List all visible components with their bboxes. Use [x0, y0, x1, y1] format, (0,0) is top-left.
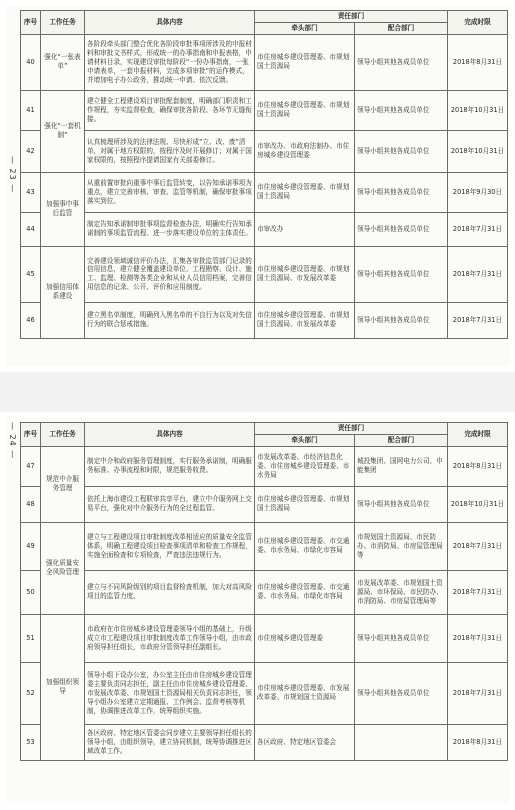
row-seq: 53: [21, 724, 41, 760]
table-row: [21, 34, 508, 90]
row-lead: 市住房城乡建设管理委: [255, 614, 355, 662]
table-row: [21, 570, 508, 614]
row-deadline: 2018年7月31日: [448, 522, 508, 570]
row-deadline: 2018年7月31日: [448, 212, 508, 246]
row-lead: 市住房城乡建设管理委、市规划国土资源局: [255, 34, 355, 90]
row-seq: 50: [21, 570, 41, 614]
row-seq: 51: [21, 614, 41, 662]
table-row: [21, 446, 508, 486]
table-row: [21, 724, 508, 760]
row-coop: 城投集团、国网电力公司、申能集团: [355, 446, 448, 486]
row-lead: 市审改办、市政府法制办、市住房城乡建设管理委: [255, 130, 355, 172]
row-coop: 领导小组其他各成员单位: [355, 172, 448, 212]
row-content: 从重前置审批向重事中事后监管转变，以告知承诺事项为重点，建立完善审核、审查、监管等机制，确保审批事项落实到位。: [85, 172, 255, 212]
table-row: [21, 212, 508, 246]
header-coop: 配合部门: [355, 434, 448, 446]
row-content: 建立健全工程建设项目审批配套制度，明确部门职责和工作规程，夯实监督检查，确保审批各阶段、各环节无缝衔接。: [85, 90, 255, 130]
row-content: 建立与不同风险级别的项目监督检查机制，加大对高风险项目的监管力度。: [85, 570, 255, 614]
row-coop: 领导小组其他各成员单位: [355, 662, 448, 724]
header-seq: 序号: [21, 11, 41, 35]
row-content: 建立黑名单制度，明确列入黑名单的不良行为以及对失信行为的联合惩戒措施。: [85, 302, 255, 338]
row-seq: 52: [21, 662, 41, 724]
row-task: 强化质量安全风险管理: [41, 522, 85, 614]
row-coop: 领导小组其他各成员单位: [355, 90, 448, 130]
row-seq: 47: [21, 446, 41, 486]
row-lead: 市住房城乡建设管理委、市规划国土资源局、市发展改革委: [255, 302, 355, 338]
header-coop: 配合部门: [355, 22, 448, 34]
row-content: 依托上海市建设工程联审共享平台，建立中介服务网上交易平台，强化对中介服务行为的全过程监管。: [85, 486, 255, 522]
header-content: 具体内容: [85, 11, 255, 35]
page-number: — 23 —: [8, 156, 17, 194]
row-task: 强化“一张表单”: [41, 34, 85, 90]
document-page-2: [6, 418, 509, 804]
row-task: 加强组织领导: [41, 614, 85, 760]
row-coop: 领导小组其他各成员单位: [355, 212, 448, 246]
document-page-1: [6, 6, 509, 366]
row-coop: 领导小组其他各成员单位: [355, 34, 448, 90]
row-deadline: 2018年9月30日: [448, 172, 508, 212]
row-seq: 48: [21, 486, 41, 522]
header-content: 具体内容: [85, 423, 255, 447]
row-content: 建立与工程建设项目审批制度改革相适应的质量安全监管体系，明确工程建设项目检查事项清单和检查工作规程，实施全面检查和专项检查，严查违法违规行为。: [85, 522, 255, 570]
row-coop: 领导小组其他各成员单位: [355, 614, 448, 662]
header-dept: 责任部门: [255, 423, 448, 435]
row-lead: 市住房城乡建设管理委、市交通委、市水务局、市绿化市容局: [255, 522, 355, 570]
page-number: — 24 —: [8, 422, 17, 460]
row-seq: 44: [21, 212, 41, 246]
row-task: 规范中介服务管理: [41, 446, 85, 522]
table-row: [21, 662, 508, 724]
row-deadline: 2018年10月31日: [448, 90, 508, 130]
row-deadline: 2018年8月31日: [448, 34, 508, 90]
row-lead: 市住房城乡建设管理委、市规划国土资源局: [255, 90, 355, 130]
table-row: [21, 130, 508, 172]
row-deadline: 2018年7月31日: [448, 570, 508, 614]
row-coop: 领导小组其他各成员单位: [355, 486, 448, 522]
row-task: 强化“一套机制”: [41, 90, 85, 172]
header-seq: 序号: [21, 423, 41, 447]
row-seq: 49: [21, 522, 41, 570]
row-seq: 45: [21, 246, 41, 302]
header-deadline: 完成时限: [448, 11, 508, 35]
row-deadline: 2018年7月31日: [448, 302, 508, 338]
header-task: 工作任务: [41, 11, 85, 35]
row-deadline: 2018年10月31日: [448, 130, 508, 172]
table-row: [21, 90, 508, 130]
row-deadline: 2018年7月31日: [448, 614, 508, 662]
row-content: 市政府在市住房城乡建设管理委领导小组的基础上，升级成立市工程建设项目审批制度改革工作领导小组，由市政府领导担任组长，市政府分管领导担任副组长。: [85, 614, 255, 662]
row-seq: 43: [21, 172, 41, 212]
table-row: [21, 614, 508, 662]
row-content: 领导小组下设办公室，办公室主任由市住房城乡建设管理委主要负责同志担任，副主任由市住房城乡建设管理委、市发展改革委、市规划国土资源局相关负责同志担任，领导小组办公室建立定期通报、工作例会、监督考核等机制，协调推进改革工作，统筹组织实施。: [85, 662, 255, 724]
row-deadline: 2018年7月31日: [448, 246, 508, 302]
row-lead: 市住房城乡建设管理委、市规划国土资源局: [255, 486, 355, 522]
row-lead: 市住房城乡建设管理委、市规划国土资源局、市发展改革委: [255, 246, 355, 302]
table-row: [21, 522, 508, 570]
row-lead: 市发展改革委、市经济信息化委、市住房城乡建设管理委、市水务局: [255, 446, 355, 486]
row-seq: 40: [21, 34, 41, 90]
header-deadline: 完成时限: [448, 423, 508, 447]
table-header-row: [21, 11, 508, 23]
row-lead: 市住房城乡建设管理委、市规划国土资源局: [255, 172, 355, 212]
table-row: [21, 486, 508, 522]
row-deadline: 2018年8月31日: [448, 724, 508, 760]
row-lead: 市住房城乡建设管理委、市交通委、市水务局、市绿化市容局: [255, 570, 355, 614]
table-row: [21, 246, 508, 302]
header-task: 工作任务: [41, 423, 85, 447]
row-coop: 市发展改革委、市规划国土资源局、市环保局、市民防办、市消防局、市房屋管理局等: [355, 570, 448, 614]
row-content: 认真梳理所涉及的法律法规、尽快形成“立、改、废”清单，对属于地方权限的，按程序及时开展修订；对属于国家权限的，按照程序提请国家有关部委修订。: [85, 130, 255, 172]
row-coop: 领导小组其他各成员单位: [355, 246, 448, 302]
header-dept: 责任部门: [255, 11, 448, 23]
row-content: 完善建设领域诚信评价办法，汇集各审批监管部门记录的信用信息，建立健全覆盖建设单位、工程勘察、设计、施工、监理、检测等各类企业和从业人员信用档案，完善信用信息的记录、公开、评价和应用制度。: [85, 246, 255, 302]
row-content: 各区政府、特定地区管委会同步建立主要领导担任组长的领导小组，由组织领导，建立协同机制，统筹协调推进区域改革工作。: [85, 724, 255, 760]
table-header-row: [21, 423, 508, 435]
row-lead: 各区政府、特定地区管委会: [255, 724, 355, 760]
row-seq: 46: [21, 302, 41, 338]
row-task: 加强信用体系建设: [41, 246, 85, 338]
row-seq: 41: [21, 90, 41, 130]
row-deadline: 2018年8月31日: [448, 446, 508, 486]
page-gap: [0, 372, 515, 412]
row-lead: 市住房城乡建设管理委、市发展改革委、市规划国土资源局: [255, 662, 355, 724]
row-coop: 领导小组其他各成员单位: [355, 302, 448, 338]
header-lead: 牵头部门: [255, 434, 355, 446]
row-deadline: 2018年7月31日: [448, 662, 508, 724]
row-content: 制定中介和政府服务管理制度，实行服务承诺制，明确服务标准、办事流程和时限，规范服务收费。: [85, 446, 255, 486]
row-coop: [355, 724, 448, 760]
table-row: [21, 302, 508, 338]
table-row: [21, 172, 508, 212]
row-content: 各阶段牵头部门整合优化各阶段审批事项所涉及的申报材料和审批文书样式，形成统一的办事指南和申报表格，申请材料目录，实现建设审批每阶段“一份办事指南，一张申请表单，一套申报材料，完成多项审批”的运作模式，并增加电子办公政务，推动统一申请、依次反馈。: [85, 34, 255, 90]
row-coop: 市规划国土资源局、市民防办、市消防局、市房屋管理局等: [355, 522, 448, 570]
task-table: [20, 10, 508, 339]
row-coop: 领导小组其他各成员单位: [355, 130, 448, 172]
header-lead: 牵头部门: [255, 22, 355, 34]
task-table: [20, 422, 508, 761]
row-task: 加强事中事后监管: [41, 172, 85, 246]
row-seq: 42: [21, 130, 41, 172]
row-lead: 市审改办: [255, 212, 355, 246]
row-deadline: 2018年10月31日: [448, 486, 508, 522]
row-content: 制定告知承诺制审批事项监督检查办法，明确实行告知承诺制的事项监管流程、进一步落实建设单位的主体责任。: [85, 212, 255, 246]
